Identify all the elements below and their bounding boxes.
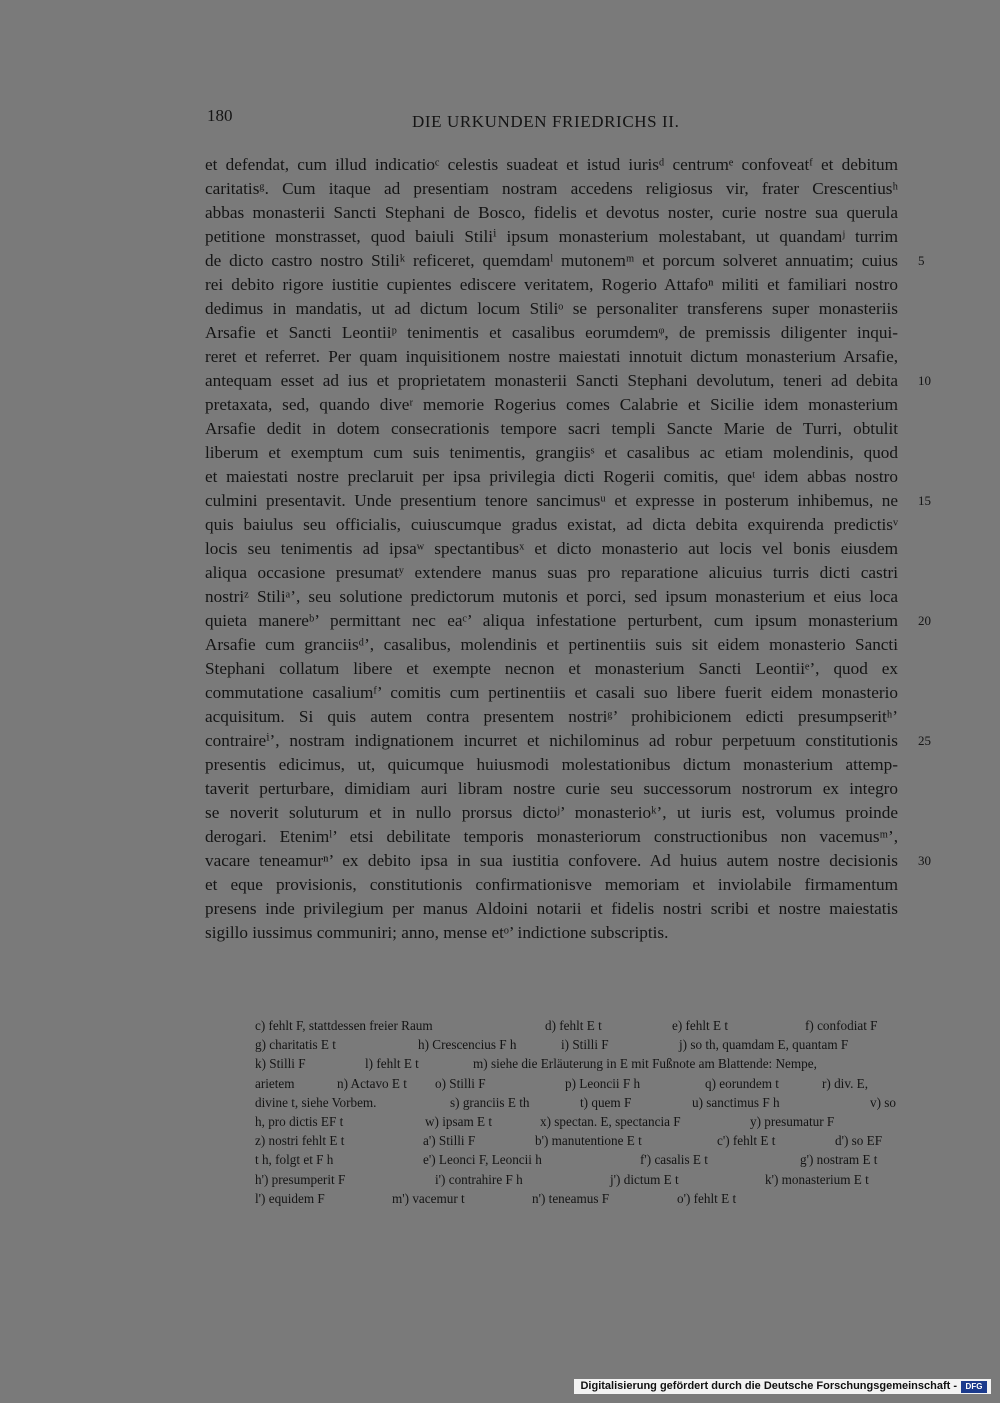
footnote: m) siehe die Erläuterung in E mit Fußnote am Blattende: Nempe, bbox=[473, 1056, 817, 1072]
text-line: vacare teneamurⁿ’ ex debito ipsa in sua iustitia confovere. Ad huius autem nostre decisionis bbox=[205, 851, 898, 870]
footnote: j') dictum E t bbox=[610, 1171, 679, 1187]
text-line: se noverit soluturum et in nullo prorsus dictoʲ’ monasterioᵏ’, ut iuris est, volumus proinde bbox=[205, 803, 898, 822]
footnote: x) spectan. E, spectancia F bbox=[540, 1113, 681, 1129]
charter-text bbox=[205, 153, 898, 945]
text-line: reret et referret. Per quam inquisitionem nostre maiestati innotuit dictum monasterium Arsafie, bbox=[205, 347, 898, 366]
text-line: rei debito rigore iustitie cupientes ediscere veritatem, Rogerio Attafoⁿ militi et familiari nostro bbox=[205, 275, 898, 294]
footnote: r) div. E, bbox=[822, 1075, 869, 1091]
footnote: e') Leonci F, Leoncii h bbox=[423, 1152, 542, 1168]
footnote: o') fehlt E t bbox=[677, 1190, 737, 1206]
digitization-footer bbox=[574, 1379, 991, 1394]
text-line: derogari. Etenimˡ’ etsi debilitate temporis monasteriorum constructionibus non vacemusᵐ’, bbox=[205, 827, 898, 846]
text-line: liberum et exemptum cum suis tenimentis, grangiisˢ et casalibus ac etiam molendinis, quod bbox=[205, 443, 898, 462]
note-row bbox=[255, 1131, 900, 1150]
footnote: h) Crescencius F h bbox=[418, 1037, 517, 1053]
text-line: Stephani collatum libere et exempte necnon et monasterium Sancti Leontiiᵉ’, quod ex bbox=[205, 659, 898, 678]
note-row bbox=[255, 1016, 900, 1035]
footnote: a') Stilli F bbox=[423, 1133, 476, 1149]
footnote: l) fehlt E t bbox=[365, 1056, 419, 1072]
text-line: pretaxata, sed, quando diveʳ memorie Rogerius comes Calabrie et Sicilie idem monasterium bbox=[205, 395, 898, 414]
footnote: i') contrahire F h bbox=[435, 1171, 523, 1187]
text-line: dedimus in mandatis, ut ad dictum locum Stiliᵒ se personaliter transferens super monasteriis bbox=[205, 299, 898, 318]
footnote: f') casalis E t bbox=[640, 1152, 708, 1168]
text-line: de dicto castro nostro Stiliᵏ reficeret, quemdamˡ mutonemᵐ et porcum solveret annuatim; cuius bbox=[205, 251, 898, 270]
footnote: b') manutentione E t bbox=[535, 1133, 642, 1149]
line-number: 25 bbox=[918, 733, 931, 748]
note-row bbox=[255, 1170, 900, 1189]
footer-credit: Digitalisierung gefördert durch die Deutsche Forschungsgemeinschaft - bbox=[580, 1380, 957, 1392]
text-line: culmini presentavit. Unde presentium tenore sancimusᵘ et expresse in posterum inhibemus, ne bbox=[205, 491, 898, 510]
footnote: divine t, siehe Vorbem. bbox=[255, 1094, 377, 1110]
text-line: locis seu tenimentis ad ipsaʷ spectantibusˣ et dicto monasterio aut locis vel bonis eiusdem bbox=[205, 539, 898, 558]
text-line: quieta manereᵇ’ permittant nec eaᶜ’ aliqua infestatione perturbent, cum ipsum monasterium bbox=[205, 611, 898, 630]
footnote: e) fehlt E t bbox=[672, 1018, 729, 1033]
text-line: nostriᶻ Stiliᵃ’, seu solutione predictorum mutonis et porci, sed ipsum monasterium et eius loca bbox=[205, 587, 898, 606]
footnote: p) Leoncii F h bbox=[565, 1075, 641, 1091]
text-line: sigillo iussimus communiri; anno, mense etᵒ’ indictione subscriptis. bbox=[205, 923, 669, 942]
footnote: o) Stilli F bbox=[435, 1075, 486, 1091]
footnote: g') nostram E t bbox=[800, 1152, 878, 1168]
text-line: quis baiulus seu officialis, cuiuscumque gradus existat, ad dicta debita exquirenda predictisᵛ bbox=[205, 515, 898, 534]
footnote: i) Stilli F bbox=[561, 1037, 609, 1053]
dfg-logo bbox=[961, 1381, 987, 1393]
footnote: y) presumatur F bbox=[750, 1113, 835, 1129]
footnote: z) nostri fehlt E t bbox=[255, 1133, 345, 1149]
running-head: DIE URKUNDEN FRIEDRICHS II. bbox=[412, 112, 680, 131]
text-line: taverit perturbare, dimidiam auri libram nostre curie seu successorum nostrorum ex integro bbox=[205, 779, 898, 798]
line-number: 15 bbox=[918, 493, 931, 508]
line-number: 30 bbox=[918, 853, 931, 868]
line-number: 20 bbox=[918, 613, 931, 628]
note-row bbox=[255, 1035, 900, 1054]
footnote: h, pro dictis EF t bbox=[255, 1113, 344, 1129]
footnote: c) fehlt F, stattdessen freier Raum bbox=[255, 1018, 433, 1033]
text-line: petitione monstrasset, quod baiuli Stiliⁱ ipsum monasterium molestabant, ut quandamʲ turrim bbox=[205, 227, 898, 246]
text-line: presens inde privilegium per manus Aldoini notarii et fidelis nostri scribi et nostre maiestatis bbox=[205, 899, 898, 918]
text-line: contraireⁱ’, nostram indignationem incurret et nichilominus ad robur perpetuum constitutionis bbox=[205, 731, 898, 750]
footnote: v) so bbox=[870, 1094, 897, 1110]
text-line: abbas monasterii Sancti Stephani de Bosco, fidelis et devotus noster, curie nostre sua querula bbox=[205, 203, 898, 222]
note-row bbox=[255, 1189, 900, 1208]
footnote: t) quem F bbox=[580, 1094, 632, 1110]
text-line: aliqua occasione presumatʸ extendere manus suas pro reparatione alicuius turris dicti castri bbox=[205, 563, 898, 582]
footnote: t h, folgt et F h bbox=[255, 1152, 334, 1168]
footnote: j) so th, quamdam E, quantam F bbox=[679, 1037, 849, 1053]
page-number: 180 bbox=[207, 106, 233, 125]
footnote: m') vacemur t bbox=[392, 1190, 465, 1206]
footnote: d) fehlt E t bbox=[545, 1018, 602, 1033]
note-row bbox=[255, 1093, 900, 1112]
footnote: n) Actavo E t bbox=[337, 1075, 407, 1091]
text-line: et defendat, cum illud indicatioᶜ celestis suadeat et istud iurisᵈ centrumᵉ confoveatᶠ et debitum bbox=[205, 155, 898, 174]
footnote: g) charitatis E t bbox=[255, 1037, 336, 1053]
footnote: l') equidem F bbox=[255, 1190, 325, 1206]
text-line: et maiestati nostre preclaruit per ipsa privilegia dicti Rogerii comitis, queᵗ idem abbas nostro bbox=[205, 467, 898, 486]
text-line: presentis edicimus, ut, quicumque huiusmodi molestationibus dictum monasterium attemp- bbox=[205, 755, 898, 774]
footnote: c') fehlt E t bbox=[717, 1133, 776, 1149]
text-line: Arsafie cum granciisᵈ’, casalibus, molendinis et pertinentiis suis sit eidem monasterio Sancti bbox=[205, 635, 898, 654]
footnote: f) confodiat F bbox=[805, 1018, 878, 1033]
note-row bbox=[255, 1150, 900, 1169]
footnote: d') so EF bbox=[835, 1133, 883, 1149]
footnote: n') teneamus F bbox=[532, 1190, 610, 1206]
footnote: h') presumperit F bbox=[255, 1171, 346, 1187]
text-line: acquisitum. Si quis autem contra presentem nostriᵍ’ prohibicionem edicti presumpseritʰ’ bbox=[205, 707, 898, 726]
footnote: w) ipsam E t bbox=[425, 1113, 493, 1129]
footnote: k) Stilli F bbox=[255, 1056, 306, 1072]
footnote: k') monasterium E t bbox=[765, 1171, 869, 1187]
text-line: caritatisᵍ. Cum itaque ad presentiam nostram accedens religiosus vir, frater Crescentiusʰ bbox=[205, 179, 898, 198]
dfg-logo-text: DFG bbox=[965, 1382, 983, 1391]
note-row bbox=[255, 1054, 900, 1073]
note-row bbox=[255, 1074, 900, 1093]
text-line: Arsafie et Sancti Leontiiᵖ tenimentis et casalibus eorumdemᵠ, de premissis diligenter inqui- bbox=[205, 323, 898, 342]
text-line: antequam esset ad ius et proprietatem monasterii Sancti Stephani devolutum, teneri ad debita bbox=[205, 371, 898, 390]
text-line: commutatione casaliumᶠ’ comitis cum pertinentiis et casali suo libere fuerit eidem monasterio bbox=[205, 683, 898, 702]
line-number: 5 bbox=[918, 253, 925, 268]
footnote: q) eorundem t bbox=[705, 1075, 779, 1091]
text-line: Arsafie dedit in dotem consecrationis tempore sacri templi Sancte Marie de Turri, obtulit bbox=[205, 419, 898, 438]
footnote: u) sanctimus F h bbox=[692, 1094, 780, 1110]
note-row bbox=[255, 1112, 900, 1131]
footnote: arietem bbox=[255, 1075, 295, 1091]
line-number: 10 bbox=[918, 373, 931, 388]
critical-apparatus bbox=[255, 1016, 900, 1208]
text-line: et eque provisionis, constitutionis confirmationisve memoriam et inviolabile firmamentum bbox=[205, 875, 898, 894]
footnote: s) granciis E th bbox=[450, 1094, 530, 1110]
